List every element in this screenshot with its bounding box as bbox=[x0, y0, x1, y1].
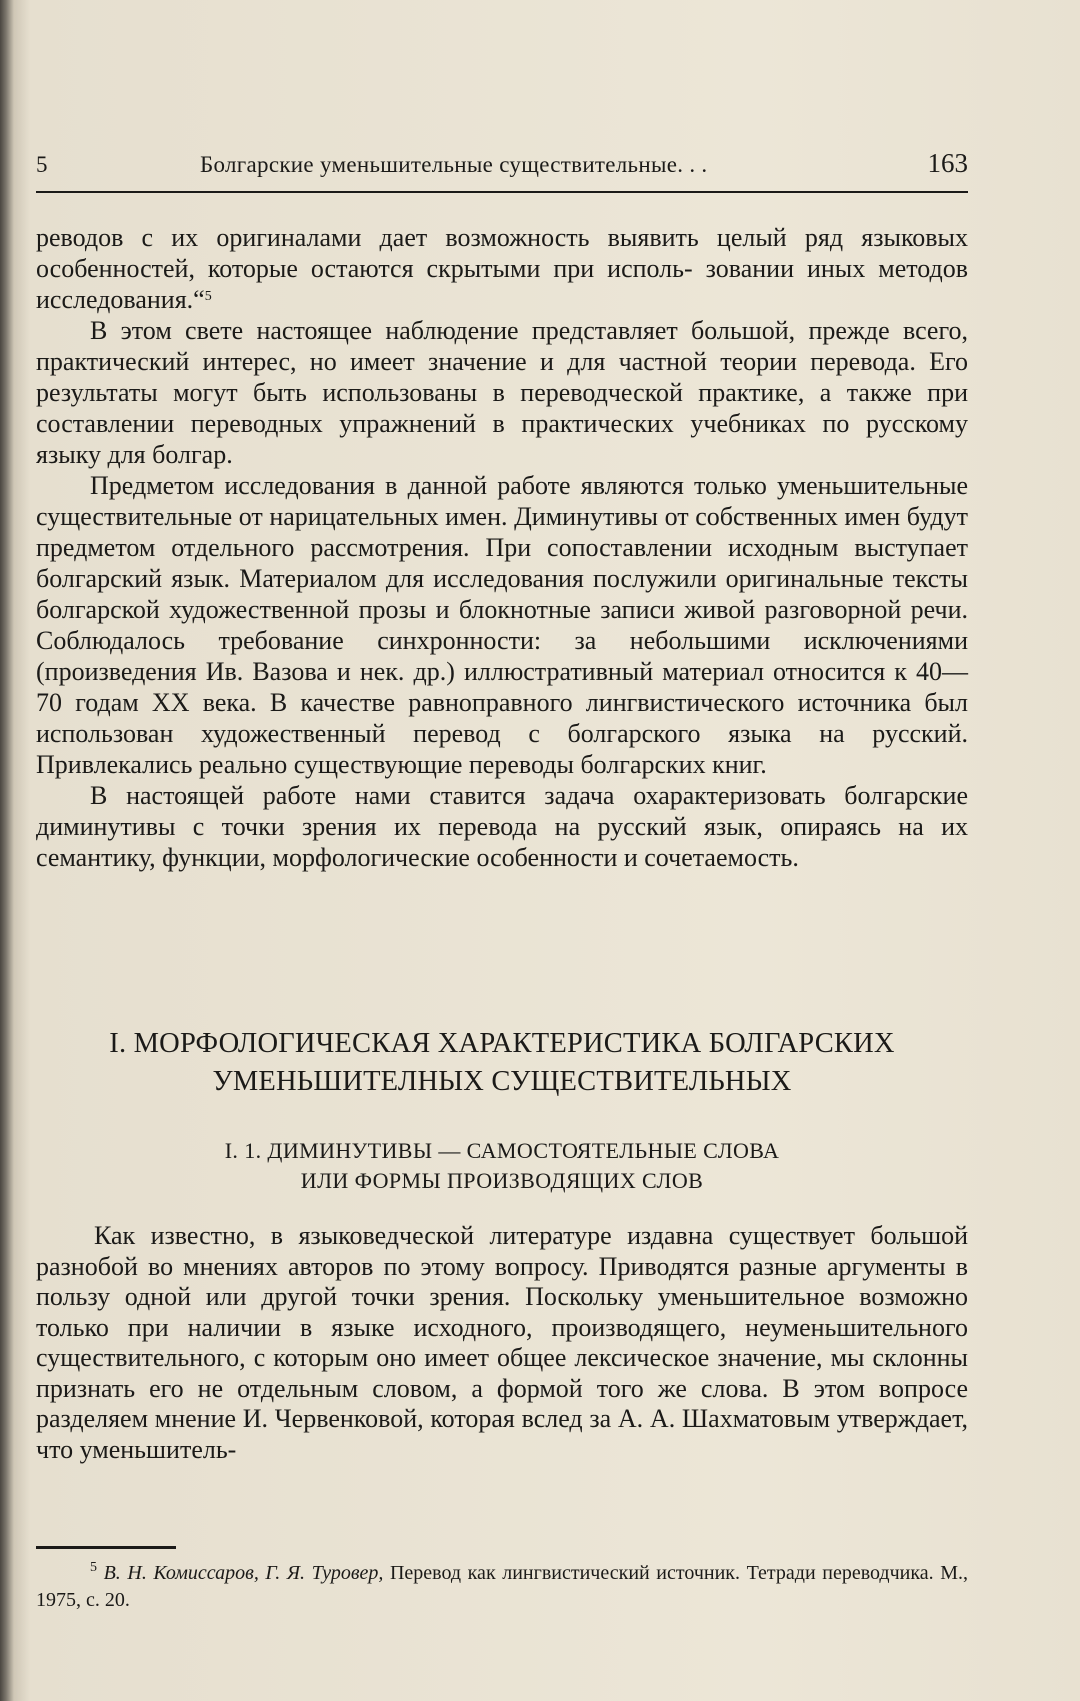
footnote-text: Перевод как лингвистический источник. Тетради переводчика. М., 1975, с. 20. bbox=[36, 1562, 969, 1611]
footnote bbox=[36, 1560, 968, 1614]
footnote-reference: 5 bbox=[204, 289, 212, 304]
paragraph: В настоящей работе нами ставится задача охарактеризовать болгарские диминутивы с точки зрения их перевода на русский язык, опираясь на их семантику, функции, морфологические особенности и сочетаемость. bbox=[36, 781, 968, 872]
body-text-top bbox=[36, 222, 968, 873]
running-title: Болгарские уменьшительные существительные. . . bbox=[200, 152, 708, 177]
paragraph: Как известно, в языковедческой литературе издавна существует большой разнобой во мнениях авторов по этому вопросу. Приводятся разные аргументы в пользу одной или другой точки зрения. Поскольку уменьшительное возможно только при наличии в языке исходного, производящего, неуменьшительного существительного, с которым оно имеет общее лексическое значение, мы склонны признать его не отдельным словом, а формой того же слова. В этом вопросе разделяем мнение И. Червенковой, которая вслед за А. А. Шахматовым утверждает, что уменьшитель- bbox=[36, 1221, 968, 1464]
paragraph-line: языковых особенностей, которые остаются скрытыми при исполь- bbox=[36, 223, 969, 283]
footnote-authors: В. Н. Комиссаров, Г. Я. Туровер, bbox=[103, 1562, 384, 1584]
paragraph-line: реводов с их оригиналами дает возможность выявить целый ряд bbox=[36, 223, 844, 252]
chapter-heading-line: УМЕНЬШИТЕЛНЫХ СУЩЕСТВИТЕЛЬНЫХ bbox=[212, 1066, 792, 1097]
section-heading bbox=[36, 1136, 968, 1196]
chapter-heading-line: I. МОРФОЛОГИЧЕСКАЯ ХАРАКТЕРИСТИКА БОЛГАРСКИХ bbox=[109, 1028, 895, 1059]
header-rule bbox=[36, 191, 968, 193]
paragraph-line: зовании иных методов исследования.“ bbox=[36, 254, 969, 314]
page-number: 163 bbox=[927, 148, 968, 178]
running-header bbox=[36, 148, 968, 188]
section-heading-line: I. 1. ДИМИНУТИВЫ — САМОСТОЯТЕЛЬНЫЕ СЛОВА bbox=[224, 1138, 780, 1163]
paragraph: В этом свете настоящее наблюдение представляет большой, прежде всего, практический интерес, но имеет значение и для частной теории перевода. Его результаты могут быть использованы в переводческой практике, а также при составлении переводных упражнений в практических учебниках по русскому языку для болгар. bbox=[36, 316, 968, 469]
chapter-heading bbox=[36, 1025, 968, 1101]
footnote-rule bbox=[36, 1546, 176, 1549]
paragraph-continuation bbox=[36, 222, 968, 315]
section-heading-line: ИЛИ ФОРМЫ ПРОИЗВОДЯЩИХ СЛОВ bbox=[300, 1168, 704, 1193]
body-text-bottom bbox=[36, 1221, 968, 1465]
chapter-number: 5 bbox=[36, 152, 48, 177]
paragraph: Предметом исследования в данной работе являются только уменьшительные существительные от нарицательных имен. Диминутивы от собственных имен будут предметом отдельного рассмотрения. При сопоставлении исходным выступает болгарский язык. Материалом для исследования послужили оригинальные тексты болгарской художественной прозы и блокнотные записи живой разговорной речи. Соблюдалось требование синхронности: за небольшими исключениями (произведения Ив. Вазова и нек. др.) иллюстративный материал относится к 40—70 годам XX века. В качестве равноправного лингвистического источника был использован художественный перевод с болгарского языка на русский. Привлекались реально существующие переводы болгарских книг. bbox=[36, 471, 968, 779]
footnote-number: 5 bbox=[90, 1560, 97, 1575]
